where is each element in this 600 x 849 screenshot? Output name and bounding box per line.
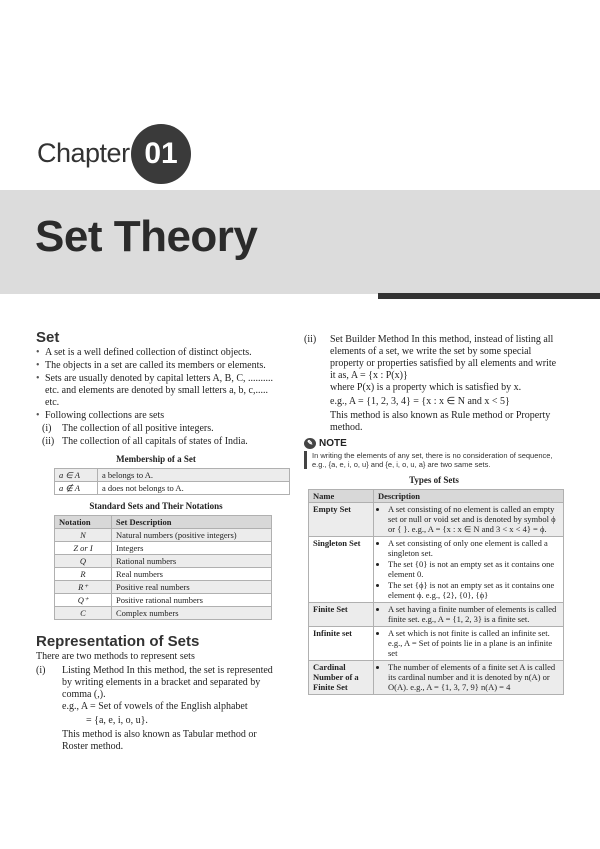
example-text: The collection of all capitals of states of India. xyxy=(62,436,248,447)
membership-symbol: a ∈ A xyxy=(55,469,98,482)
description-cell: Rational numbers xyxy=(112,555,272,568)
table-row xyxy=(309,503,564,537)
table-row xyxy=(55,529,272,542)
membership-caption: Membership of a Set xyxy=(116,454,196,464)
membership-symbol: a ∉ A xyxy=(55,482,98,495)
description-cell: Real numbers xyxy=(112,568,272,581)
table-header-row xyxy=(309,490,564,503)
column-header: Set Description xyxy=(112,516,272,529)
table-row xyxy=(309,661,564,695)
standard-sets-caption: Standard Sets and Their Notations xyxy=(89,501,223,511)
listing-also-known: This method is also known as Tabular method or Roster method. xyxy=(62,729,257,752)
note-heading xyxy=(304,438,564,450)
note-text: In writing the elements of any set, there is no consideration of sequence, e.g., {a, e, i, o, u} and {e, i, o, u, a} are two same sets. xyxy=(304,451,564,469)
description-point: • A set having a finite number of elements is called finite set. e.g., A = {1, 2, 3} is a finite set. xyxy=(388,604,559,624)
right-column xyxy=(304,334,564,695)
set-example xyxy=(36,436,276,448)
set-type-description xyxy=(374,627,564,661)
set-type-name: Cardinal Number of a Finite Set xyxy=(309,661,374,695)
membership-table xyxy=(54,468,290,495)
membership-meaning: a belongs to A. xyxy=(98,469,290,482)
column-header: Description xyxy=(374,490,564,503)
table-row xyxy=(55,568,272,581)
description-cell: Complex numbers xyxy=(112,607,272,620)
notation-cell: N xyxy=(55,529,112,542)
description-point: • The set {0} is not an empty set as it contains one element 0. xyxy=(388,559,559,579)
membership-meaning: a does not belongs to A. xyxy=(98,482,290,495)
representation-intro: There are two methods to represent sets xyxy=(36,651,195,662)
listing-example-result: = {a, e, i, o, u}. xyxy=(86,715,148,726)
types-caption: Types of Sets xyxy=(409,475,459,486)
set-bullet: • Following collections are sets xyxy=(36,410,276,422)
left-column xyxy=(36,329,276,755)
builder-number: (ii) xyxy=(304,334,317,345)
table-row xyxy=(55,594,272,607)
set-type-description xyxy=(374,537,564,603)
chapter-title: Set Theory xyxy=(35,212,258,261)
table-row xyxy=(55,469,290,482)
description-point: • The set {ϕ} is not an empty set as it contains one element ϕ. e.g., {2}, {0}, {ϕ} xyxy=(388,580,559,600)
description-point: • A set which is not finite is called an infinite set. e.g., A = Set of points lie in a plane is an infinite set xyxy=(388,628,559,658)
representation-section xyxy=(36,633,276,753)
table-row xyxy=(55,607,272,620)
note-quill-icon: ✎ xyxy=(304,438,316,449)
set-type-name: Infinite set xyxy=(309,627,374,661)
listing-example: e.g., A = Set of vowels of the English alphabet xyxy=(62,701,248,712)
builder-also-known: This method is also known as Rule method or Property method. xyxy=(330,410,551,433)
listing-number: (i) xyxy=(36,665,46,676)
set-heading: Set xyxy=(36,329,60,346)
notation-cell: R⁺ xyxy=(55,581,112,594)
set-bullet: • The objects in a set are called its members or elements. xyxy=(36,360,276,372)
notation-cell: Q xyxy=(55,555,112,568)
table-header-row xyxy=(55,516,272,529)
notation-cell: C xyxy=(55,607,112,620)
notation-cell: R xyxy=(55,568,112,581)
description-cell: Natural numbers (positive integers) xyxy=(112,529,272,542)
description-point: • The number of elements of a finite set A is called its cardinal number and it is denoted by n(A) or O(A). e.g., A = {1, 3, 7, 9} n(A) = 4 xyxy=(388,662,559,692)
example-text: The collection of all positive integers. xyxy=(62,423,214,434)
chapter-number-badge: 01 xyxy=(131,124,191,184)
description-cell: Positive rational numbers xyxy=(112,594,272,607)
title-underline-bar xyxy=(378,293,600,299)
description-cell: Integers xyxy=(112,542,272,555)
notation-cell: Q⁺ xyxy=(55,594,112,607)
set-type-description xyxy=(374,661,564,695)
set-builder-method xyxy=(304,334,564,382)
description-cell: Positive real numbers xyxy=(112,581,272,594)
example-number: (i) xyxy=(42,423,52,434)
types-of-sets-table xyxy=(308,489,564,695)
builder-where: where P(x) is a property which is satisfied by x. xyxy=(330,382,522,393)
representation-heading: Representation of Sets xyxy=(36,633,200,650)
builder-example: e.g., A = {1, 2, 3, 4} = {x : x ∈ N and x < 5} xyxy=(330,396,510,407)
table-row xyxy=(309,627,564,661)
note-title: NOTE xyxy=(319,438,347,450)
table-row xyxy=(55,581,272,594)
listing-text: Listing Method In this method, the set is represented by writing elements in a bracket and separated by comma (,). xyxy=(62,665,273,700)
table-row xyxy=(55,482,290,495)
set-bullet: • A set is a well defined collection of distinct objects. xyxy=(36,347,276,359)
set-type-description xyxy=(374,503,564,537)
description-point: • A set consisting of no element is called an empty set or null or void set and is denoted by symbol ϕ or { }. e.g., A = {x : x ∈ N and 3 < x < 4} = ϕ. xyxy=(388,504,559,534)
set-type-description xyxy=(374,603,564,627)
listing-method xyxy=(36,665,276,701)
description-point: • A set consisting of only one element is called a singleton set. xyxy=(388,538,559,558)
column-header: Notation xyxy=(55,516,112,529)
column-header: Name xyxy=(309,490,374,503)
table-row xyxy=(309,603,564,627)
standard-sets-table xyxy=(54,515,272,620)
table-row xyxy=(55,555,272,568)
set-type-name: Empty Set xyxy=(309,503,374,537)
builder-text: Set Builder Method In this method, instead of listing all elements of a set, we write the set by some special property or properties satisfied by all elements and write it as, A = {x : P(x)} xyxy=(330,334,557,381)
set-example xyxy=(36,423,276,435)
notation-cell: Z or I xyxy=(55,542,112,555)
table-row xyxy=(309,537,564,603)
chapter-label: Chapter xyxy=(37,138,130,168)
set-type-name: Singleton Set xyxy=(309,537,374,603)
example-number: (ii) xyxy=(42,436,55,447)
set-bullet: • Sets are usually denoted by capital letters A, B, C, .......... etc. and elements are denoted by small letters a, b, c,..... etc. xyxy=(36,373,276,409)
table-row xyxy=(55,542,272,555)
set-type-name: Finite Set xyxy=(309,603,374,627)
set-bullets xyxy=(36,347,276,422)
